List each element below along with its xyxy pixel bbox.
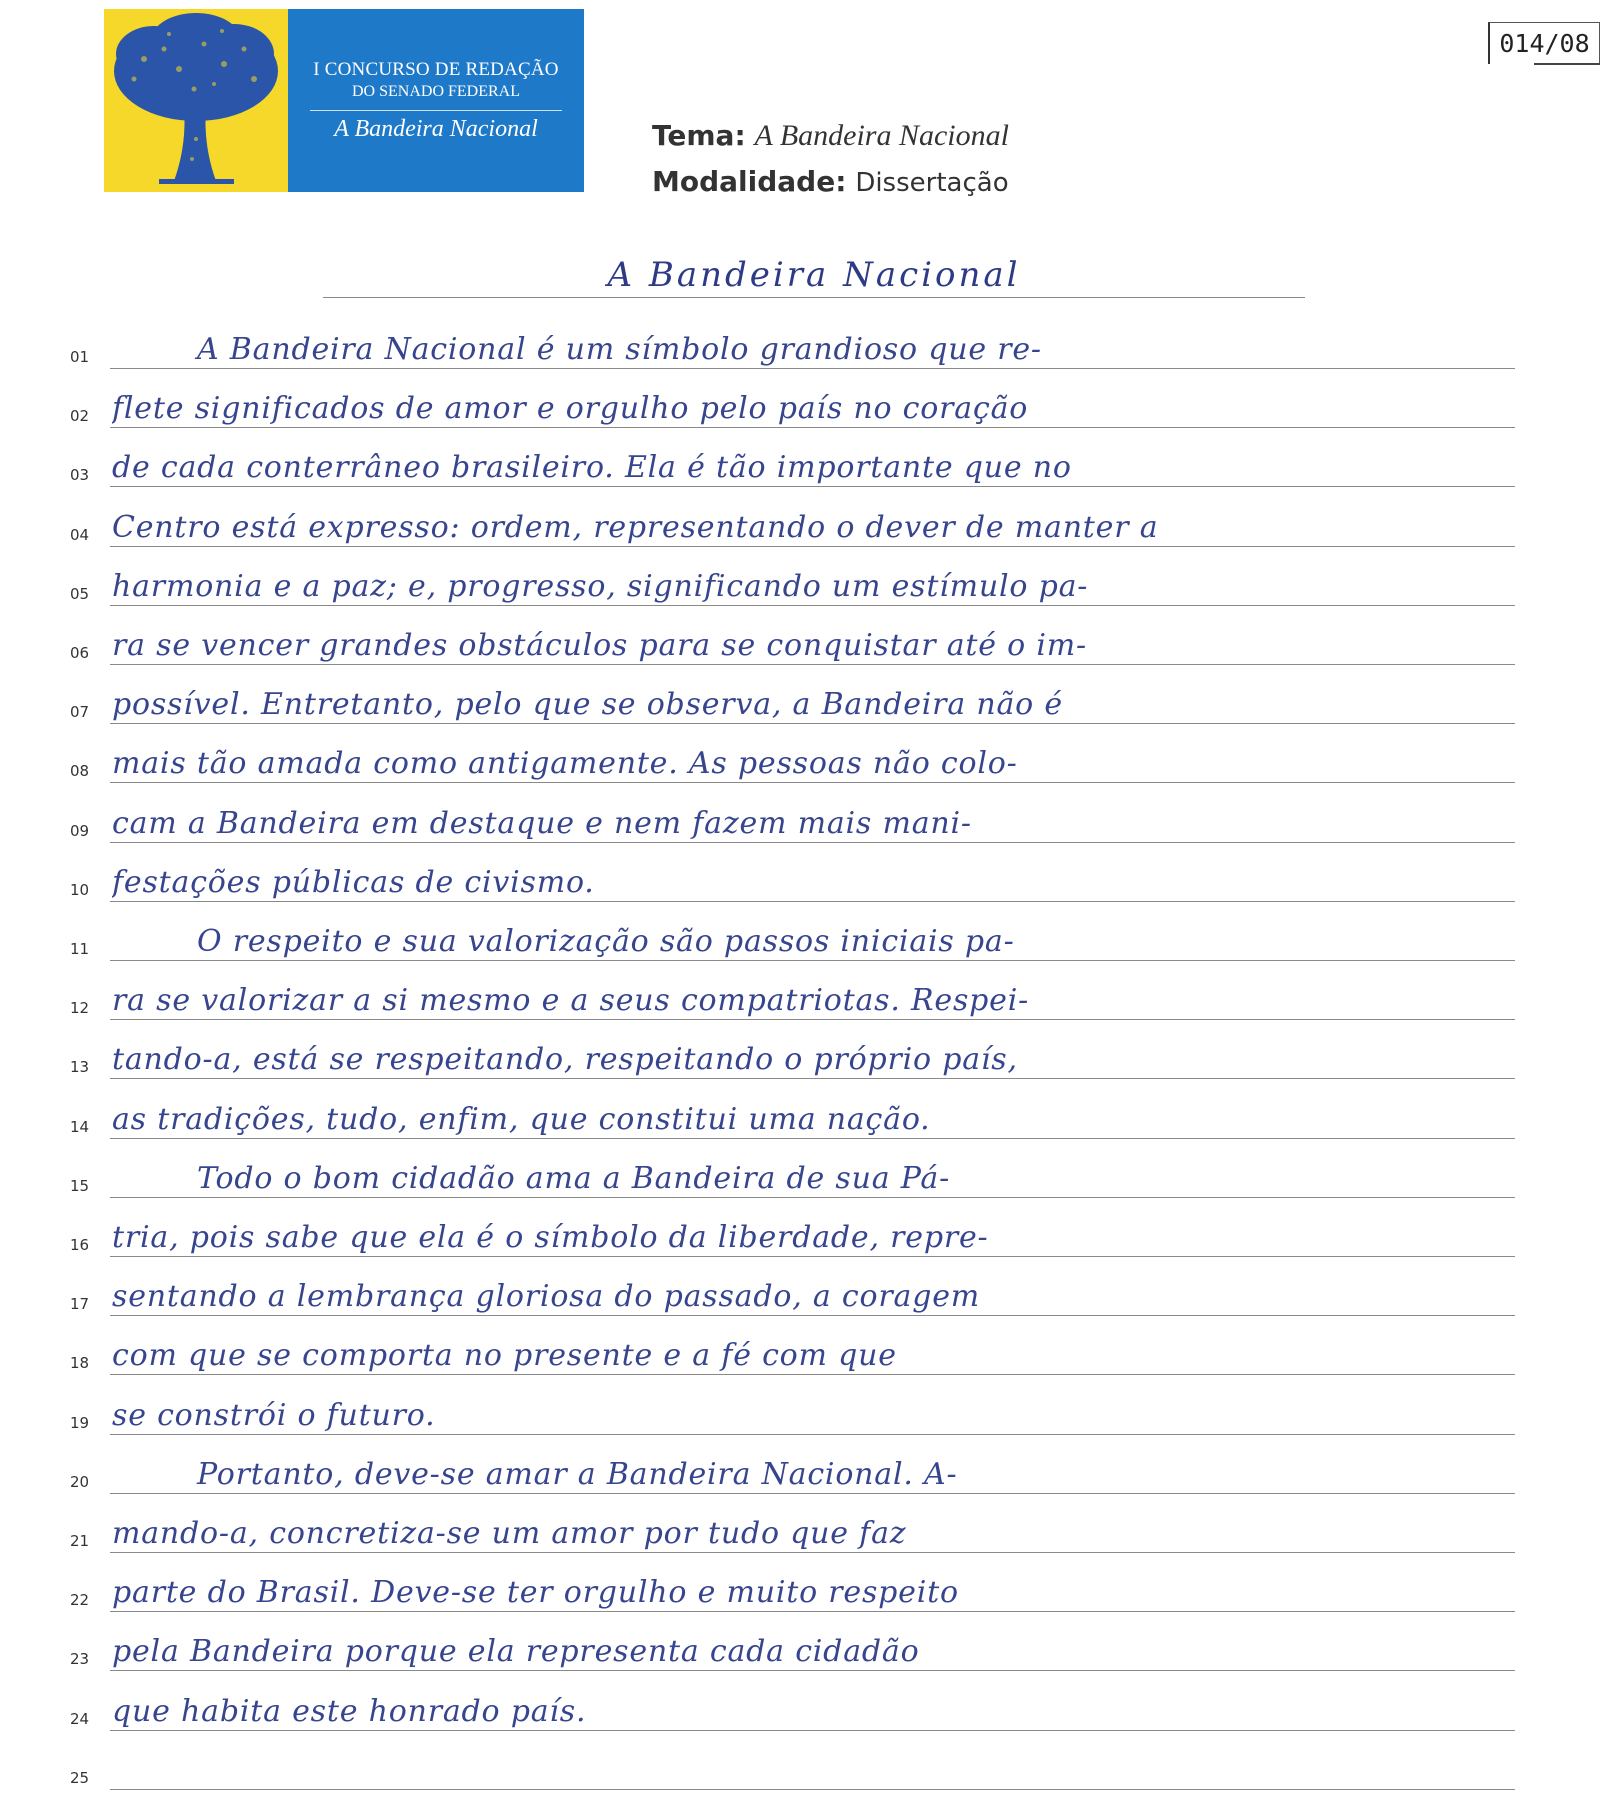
ruled-line	[110, 1789, 1515, 1790]
line-number: 20	[70, 1472, 90, 1491]
ruled-line	[110, 486, 1515, 487]
handwritten-text: parte do Brasil. Deve-se ter orgulho e muito respeito	[112, 1576, 959, 1611]
essay-line	[0, 1162, 1616, 1202]
ruled-line	[110, 1730, 1515, 1731]
ruled-line	[110, 960, 1515, 961]
line-number: 19	[70, 1413, 90, 1432]
handwritten-text: mando-a, concretiza-se um amor por tudo que faz	[112, 1517, 907, 1551]
line-number: 10	[70, 880, 90, 899]
tree-icon	[104, 9, 288, 192]
ruled-line	[110, 605, 1515, 606]
essay-line	[0, 1280, 1616, 1320]
line-number: 18	[70, 1354, 90, 1373]
handwritten-text: ra se vencer grandes obstáculos para se conquistar até o im-	[112, 629, 1087, 663]
handwritten-text: festações públicas de civismo.	[112, 865, 595, 900]
ruled-line	[110, 1374, 1515, 1375]
line-number: 24	[70, 1709, 90, 1728]
line-number: 22	[70, 1591, 90, 1610]
line-number: 04	[70, 525, 90, 544]
banner-text-block	[288, 9, 584, 192]
ruled-line	[110, 664, 1515, 665]
line-number: 03	[70, 466, 90, 485]
essay-line	[0, 511, 1616, 551]
contest-banner	[104, 9, 584, 192]
tema-label: Tema:	[652, 119, 746, 152]
essay-meta	[652, 116, 1009, 208]
handwritten-text: Todo o bom cidadão ama a Bandeira de sua Pá-	[197, 1161, 951, 1196]
handwritten-text: que habita este honrado país.	[112, 1694, 587, 1729]
tema-row	[652, 116, 1009, 162]
handwritten-text: com que se comporta no presente e a fé com que	[112, 1339, 897, 1374]
line-number: 07	[70, 703, 90, 722]
essay-line	[0, 451, 1616, 491]
line-number: 14	[70, 1117, 90, 1136]
essay-line	[0, 1399, 1616, 1439]
handwritten-text: O respeito e sua valorização são passos iniciais pa-	[197, 925, 1015, 959]
contest-title-line2: DO SENADO FEDERAL	[352, 82, 520, 100]
essay-line	[0, 807, 1616, 847]
handwritten-text: Centro está expresso: ordem, representando o dever de manter a	[112, 510, 1159, 545]
essay-line	[0, 1576, 1616, 1616]
essay-line	[0, 570, 1616, 610]
ruled-line	[110, 901, 1515, 902]
title-rule	[323, 297, 1305, 298]
essay-line	[0, 1339, 1616, 1379]
ruled-line	[110, 1315, 1515, 1316]
line-number: 21	[70, 1532, 90, 1550]
handwritten-text: cam a Bandeira em destaque e nem fazem mais mani-	[112, 806, 972, 841]
ruled-line	[110, 1552, 1515, 1553]
contest-title-line1: I CONCURSO DE REDAÇÃO	[313, 58, 559, 80]
essay-line	[0, 866, 1616, 906]
ruled-line	[110, 368, 1515, 369]
essay-line	[0, 1517, 1616, 1557]
handwritten-text: tando-a, está se respeitando, respeitando o próprio país,	[112, 1043, 1018, 1078]
tema-value: A Bandeira Nacional	[754, 119, 1009, 152]
line-number: 02	[70, 407, 90, 426]
line-number: 06	[70, 644, 90, 662]
ruled-line	[110, 1019, 1515, 1020]
ruled-line	[110, 1256, 1515, 1257]
essay-line	[0, 747, 1616, 787]
ruled-line	[110, 1197, 1515, 1198]
tree-logo	[104, 9, 288, 192]
document-number-stamp: 014/08	[1488, 22, 1600, 64]
essay-line	[0, 1695, 1616, 1735]
ruled-line	[110, 1611, 1515, 1612]
modalidade-label: Modalidade:	[652, 165, 847, 198]
ruled-line	[110, 546, 1515, 547]
handwritten-text: possível. Entretanto, pelo que se observa, a Bandeira não é	[112, 688, 1063, 723]
ruled-line	[110, 782, 1515, 783]
handwritten-text: de cada conterrâneo brasileiro. Ela é tão importante que no	[112, 451, 1072, 486]
ruled-line	[110, 1434, 1515, 1435]
handwritten-text: tria, pois sabe que ela é o símbolo da liberdade, repre-	[112, 1221, 989, 1255]
line-number: 12	[70, 999, 90, 1018]
line-number: 16	[70, 1236, 90, 1254]
essay-line	[0, 629, 1616, 669]
ruled-line	[110, 1493, 1515, 1494]
essay-line	[0, 925, 1616, 965]
essay-line	[0, 1043, 1616, 1083]
handwritten-text: sentando a lembrança gloriosa do passado, a coragem	[112, 1280, 981, 1315]
essay-title: A Bandeira Nacional	[607, 255, 1021, 295]
modalidade-value: Dissertação	[855, 168, 1009, 198]
essay-line	[0, 333, 1616, 373]
contest-theme: A Bandeira Nacional	[334, 115, 538, 142]
handwritten-text: as tradições, tudo, enfim, que constitui uma nação.	[112, 1102, 931, 1137]
handwritten-text: pela Bandeira porque ela representa cada cidadão	[112, 1635, 920, 1670]
line-number: 13	[70, 1058, 90, 1077]
handwritten-text: flete significados de amor e orgulho pelo país no coração	[112, 392, 1029, 427]
ruled-line	[110, 1078, 1515, 1079]
line-number: 01	[70, 348, 90, 366]
handwritten-text: harmonia e a paz; e, progresso, significando um estímulo pa-	[112, 569, 1089, 604]
handwritten-text: A Bandeira Nacional é um símbolo grandioso que re-	[197, 333, 1042, 367]
line-number: 11	[70, 940, 90, 958]
essay-line	[0, 1458, 1616, 1498]
line-number: 08	[70, 762, 90, 781]
ruled-line	[110, 1670, 1515, 1671]
ruled-line	[110, 842, 1515, 843]
line-number: 09	[70, 821, 90, 840]
line-number: 17	[70, 1295, 90, 1314]
essay-line	[0, 1754, 1616, 1794]
ruled-line	[110, 1138, 1515, 1139]
line-number: 25	[70, 1768, 90, 1787]
essay-line	[0, 1635, 1616, 1675]
essay-line	[0, 984, 1616, 1024]
essay-line	[0, 1221, 1616, 1261]
ruled-line	[110, 723, 1515, 724]
handwritten-text: mais tão amada como antigamente. As pessoas não colo-	[112, 747, 1018, 782]
essay-line	[0, 1103, 1616, 1143]
line-number: 05	[70, 584, 90, 603]
line-number: 23	[70, 1650, 90, 1669]
essay-line	[0, 688, 1616, 728]
modalidade-row	[652, 162, 1009, 208]
handwritten-text: se constrói o futuro.	[112, 1398, 436, 1433]
ruled-line	[110, 427, 1515, 428]
essay-line	[0, 392, 1616, 432]
handwritten-text: ra se valorizar a si mesmo e a seus compatriotas. Respei-	[112, 984, 1030, 1019]
handwritten-text: Portanto, deve-se amar a Bandeira Nacional. A-	[197, 1457, 958, 1492]
line-number: 15	[70, 1176, 90, 1195]
banner-divider	[310, 110, 562, 111]
